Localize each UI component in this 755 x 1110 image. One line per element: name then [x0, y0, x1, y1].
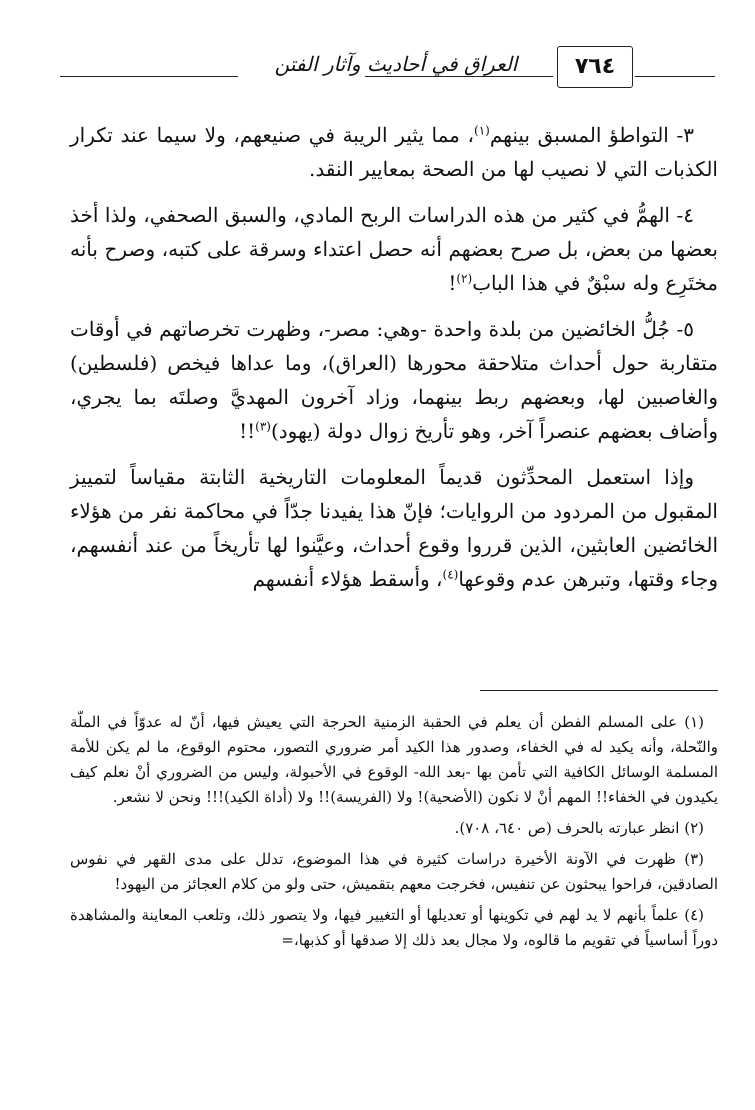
footnote-separator: [480, 690, 718, 691]
page-number: ٧٦٤: [557, 46, 633, 88]
footnote-3: (٣) ظهرت في الآونة الأخيرة دراسات كثيرة في هذا الموضوع، تدلل على مدى القهر في نفوس الصادقين، فراحوا يبحثون عن تنفيس، فخرجت معهم بتقميش، حتى ولو من كلام العجائز من اليهود!: [70, 850, 718, 893]
footnote-ref[interactable]: (٤): [442, 567, 459, 582]
footnotes: [70, 710, 718, 959]
paragraph: وإذا استعمل المحدِّثون قديماً المعلومات التاريخية الثابتة مقياساً لتمييز المقبول من المردود من الروايات؛ فإنّ هذا يفيدنا جدّاً في محاكمة نفر من هؤلاء الخائضين العابثين، الذين قرروا وقوع أحداث، وعيَّنوا لها تأريخاً من عند أنفسهم، وجاء وقتها، وتبرهن عدم وقوعها$^{(٤)}$، وأسقط هؤلاء أنفسهم: [70, 465, 718, 591]
footnote-ref[interactable]: (٢): [456, 271, 473, 286]
footnote-ref[interactable]: (٣): [255, 419, 271, 434]
list-item-3: ٣- التواطؤ المسبق بينهم$^{(١)}$، مما يثير الريبة في صنيعهم، ولا سيما عند تكرار الكذبات التي لا نصيب لها من الصحة بمعايير النقد.: [70, 123, 718, 181]
main-text: [70, 118, 718, 608]
footnote-ref[interactable]: (١): [474, 123, 490, 138]
list-item-4: ٤- الهمُّ في كثير من هذه الدراسات الربح المادي، والسبق الصحفي، ولذا أخذ بعضها من بعض، بل صرح بعضهم أنه حصل اعتداء وسرقة على كتبه، وصرح بأنه مختَرِع وله سبْقٌ في هذا الباب$^{(٢)}$!: [70, 203, 718, 295]
header-rule: [365, 76, 553, 77]
footnote-4: (٤) علماً بأنهم لا يد لهم في تكوينها أو تعديلها أو التغيير فيها، ولا يتصور ذلك، وتلعب المعاينة والمشاهدة دوراً أساسياً في تقويم ما قالوه، ولا مجال بعد ذلك إلا صدقها أو كذبها،=: [70, 906, 718, 949]
header-rule: [635, 76, 715, 77]
page-header: [60, 46, 715, 86]
list-item-5: ٥- جُلُّ الخائضين من بلدة واحدة -وهي: مصر-، وظهرت تخرصاتهم في أوقات متقاربة حول أحداث متلاحقة محورها (العراق)، وما عداها فيخص (فلسطين) والغاصبين لها، وبعضهم ربط بينهما، وزاد آخرون المهديَّ وصلتَه بما يجري، وأضاف بعضهم عنصراً آخر، وهو تأريخ زوال دولة (يهود)$^{(٣)}$!!: [70, 317, 718, 443]
footnote-1: (١) على المسلم الفطن أن يعلم في الحقبة الزمنية الحرجة التي يعيش فيها، أنّ له عدوّاً في الملّة والنّحلة، وأنه يكيد له في الخفاء، وصدور هذا الكيد أمر ضروري التصور، محتوم الوقوع، ما لم يكن للأمة المسلمة الوسائل الكافية التي تأمن بها -بعد الله- الوقوع في الأحبولة، وليس من الضروري أنْ نعلم كيف يكيدون في الخفاء!! المهم أنْ لا نكون (الأضحية)! ولا (الفريسة)!! ولا (أداة الكيد)!!! ونحن لا نشعر.: [70, 713, 718, 806]
running-title: العراق في أحاديث وآثار الفتن: [274, 52, 518, 76]
header-rule: [60, 76, 238, 77]
footnote-2: (٢) انظر عبارته بالحرف (ص ٦٤٠، ٧٠٨).: [454, 819, 704, 837]
